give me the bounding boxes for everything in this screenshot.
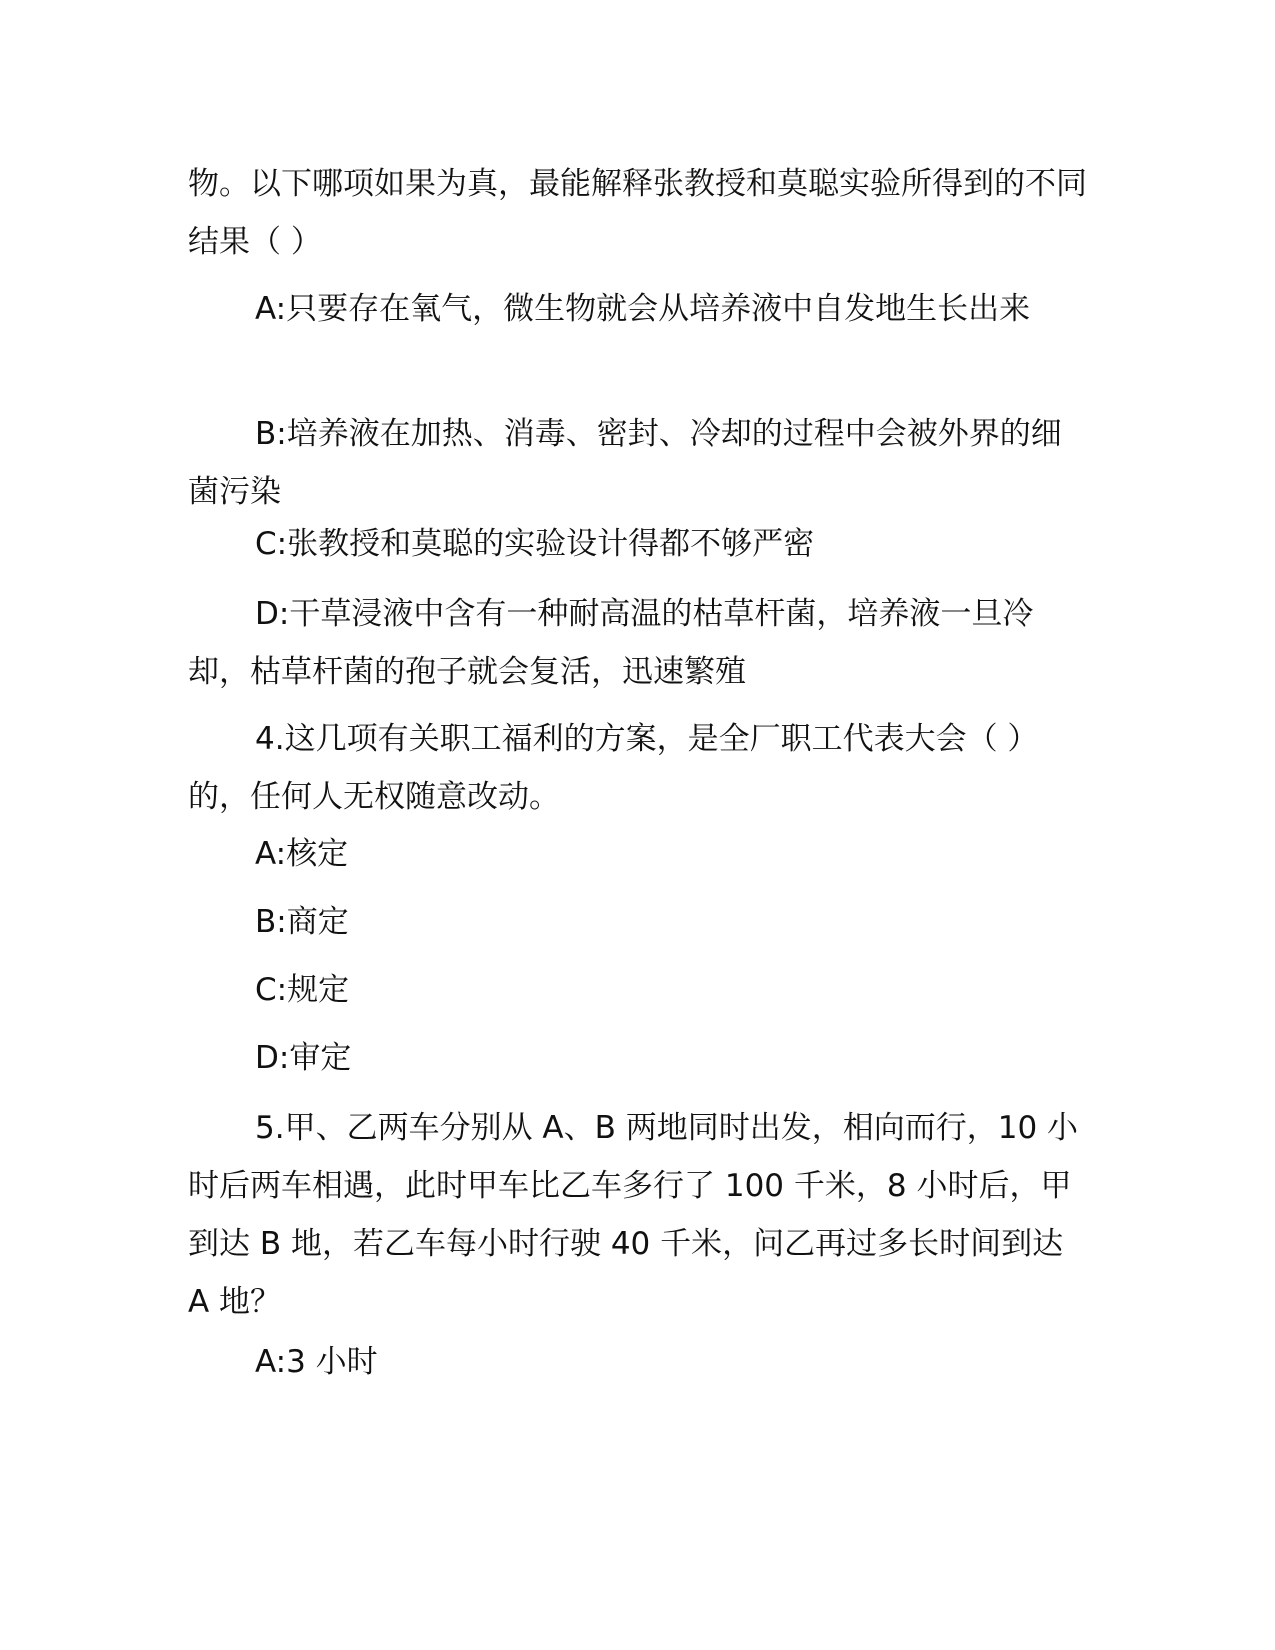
question-4-option-a: A:核定	[255, 836, 349, 872]
question-3-option-b: B:培养液在加热、消毒、密封、冷却的过程中会被外界的细菌污染	[188, 416, 1062, 510]
question-4-option-d: D:审定	[255, 1040, 352, 1076]
question-4-option-b: B:商定	[255, 904, 349, 940]
question-3-option-d: D:干草浸液中含有一种耐高温的枯草杆菌，培养液一旦冷却，枯草杆菌的孢子就会复活，迅速繁殖	[188, 596, 1034, 690]
question-5-stem: 5.甲、乙两车分别从 A、B 两地同时出发，相向而行，10 小时后两车相遇，此时甲车比乙车多行了 100 千米，8 小时后，甲到达 B 地，若乙车每小时行驶 40 千米，问乙再过多长时间到达 A 地？	[188, 1110, 1079, 1320]
question-4-option-c: C:规定	[255, 972, 350, 1008]
question-3-stem-continuation: 物。以下哪项如果为真，最能解释张教授和莫聪实验所得到的不同结果（ ）	[188, 166, 1087, 260]
question-3-option-a: A:只要存在氧气，微生物就会从培养液中自发地生长出来	[255, 291, 1031, 327]
question-5-option-a: A:3 小时	[255, 1344, 378, 1380]
question-3-option-c: C:张教授和莫聪的实验设计得都不够严密	[255, 526, 815, 562]
question-4-stem: 4.这几项有关职工福利的方案，是全厂职工代表大会（ ）的，任何人无权随意改动。	[188, 721, 1039, 815]
